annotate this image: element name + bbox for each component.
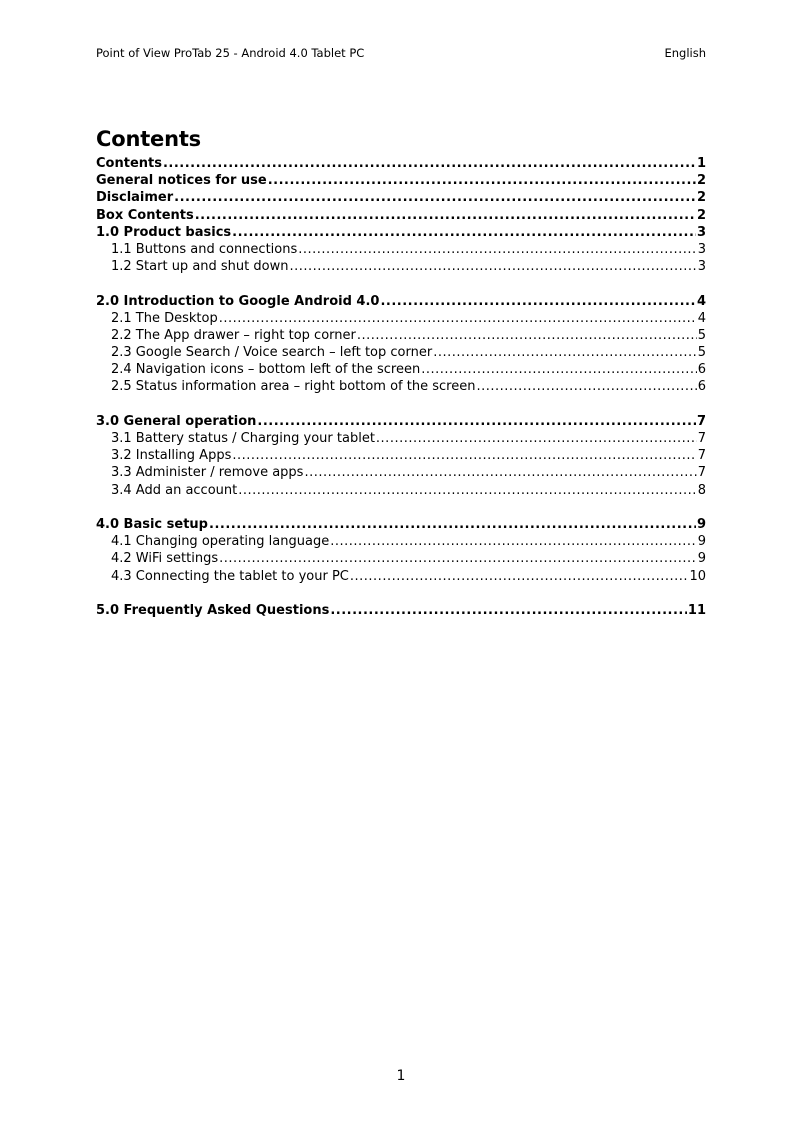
toc-entry-label: 3.0 General operation <box>96 413 257 429</box>
toc-dot-leader <box>268 173 696 188</box>
toc-dot-leader <box>380 294 696 309</box>
toc-dot-leader <box>376 431 697 446</box>
toc-dot-leader <box>232 225 696 240</box>
toc-dot-leader <box>350 569 689 584</box>
toc-entry-label: 3.2 Installing Apps <box>111 448 232 464</box>
toc-spacer <box>96 500 706 517</box>
toc-entry-label: 2.3 Google Search / Voice search – left top corner <box>111 345 433 361</box>
toc-dot-leader <box>357 328 697 343</box>
toc-dot-leader <box>219 311 697 326</box>
toc-entry-section[interactable] <box>96 603 706 620</box>
toc-entry-label: 2.4 Navigation icons – bottom left of the screen <box>111 362 421 378</box>
toc-dot-leader <box>330 603 687 618</box>
toc-entry-page-number: 10 <box>689 568 706 584</box>
header-document-title: Point of View ProTab 25 - Android 4.0 Tablet PC <box>96 46 365 60</box>
toc-entry-subsection[interactable] <box>96 259 706 276</box>
toc-entry-page-number: 3 <box>697 241 706 257</box>
toc-entry-page-number: 2 <box>696 173 706 189</box>
toc-entry-subsection[interactable] <box>96 431 706 448</box>
toc-entry-section[interactable] <box>96 517 706 534</box>
toc-entry-subsection[interactable] <box>96 362 706 379</box>
toc-spacer <box>96 397 706 414</box>
toc-entry-label: 5.0 Frequently Asked Questions <box>96 602 330 618</box>
toc-entry-page-number: 7 <box>697 448 706 464</box>
toc-entry-page-number: 4 <box>696 293 706 309</box>
toc-entry-label: 3.3 Administer / remove apps <box>111 465 304 481</box>
page-number: 1 <box>396 1068 406 1084</box>
toc-dot-leader <box>304 465 696 480</box>
toc-entry-subsection[interactable] <box>96 465 706 482</box>
toc-entry-section[interactable] <box>96 208 706 225</box>
toc-entry-label: Box Contents <box>96 207 194 223</box>
toc-dot-leader <box>433 345 697 360</box>
toc-entry-page-number: 2 <box>696 190 706 206</box>
toc-dot-leader <box>219 551 697 566</box>
table-of-contents <box>96 156 706 620</box>
toc-entry-page-number: 3 <box>696 224 706 240</box>
toc-entry-label: 2.0 Introduction to Google Android 4.0 <box>96 293 380 309</box>
toc-dot-leader <box>163 156 696 171</box>
toc-entry-subsection[interactable] <box>96 534 706 551</box>
toc-entry-page-number: 9 <box>696 516 706 532</box>
toc-dot-leader <box>209 517 696 532</box>
toc-dot-leader <box>257 414 696 429</box>
header-language: English <box>664 46 706 60</box>
toc-entry-page-number: 1 <box>696 156 706 171</box>
toc-entry-section[interactable] <box>96 156 706 173</box>
toc-dot-leader <box>195 208 696 223</box>
toc-entry-label: 4.3 Connecting the tablet to your PC <box>111 568 349 584</box>
toc-dot-leader <box>421 362 696 377</box>
toc-entry-subsection[interactable] <box>96 345 706 362</box>
toc-dot-leader <box>298 242 696 257</box>
toc-entry-section[interactable] <box>96 190 706 207</box>
toc-entry-subsection[interactable] <box>96 551 706 568</box>
toc-entry-subsection[interactable] <box>96 242 706 259</box>
toc-entry-label: 4.0 Basic setup <box>96 516 208 532</box>
toc-entry-page-number: 8 <box>697 482 706 498</box>
toc-entry-page-number: 6 <box>697 379 706 395</box>
toc-dot-leader <box>476 379 696 394</box>
toc-dot-leader <box>289 259 696 274</box>
toc-entry-label: 4.2 WiFi settings <box>111 551 219 567</box>
toc-entry-page-number: 11 <box>687 602 706 618</box>
toc-entry-page-number: 5 <box>697 327 706 343</box>
toc-entry-subsection[interactable] <box>96 569 706 586</box>
toc-entry-label: General notices for use <box>96 173 267 189</box>
toc-entry-subsection[interactable] <box>96 483 706 500</box>
toc-entry-section[interactable] <box>96 225 706 242</box>
toc-entry-page-number: 5 <box>697 345 706 361</box>
toc-entry-label: 1.1 Buttons and connections <box>111 241 298 257</box>
toc-dot-leader <box>238 483 696 498</box>
toc-spacer <box>96 586 706 603</box>
toc-entry-page-number: 6 <box>697 362 706 378</box>
toc-dot-leader <box>174 190 696 205</box>
toc-spacer <box>96 276 706 293</box>
toc-entry-label: 3.4 Add an account <box>111 482 238 498</box>
page-header <box>96 46 706 62</box>
toc-entry-page-number: 7 <box>697 431 706 446</box>
toc-entry-label: 2.5 Status information area – right bottom of the screen <box>111 379 476 395</box>
toc-entry-label: 4.1 Changing operating language <box>111 534 330 550</box>
toc-entry-label: Disclaimer <box>96 190 174 206</box>
toc-entry-page-number: 7 <box>697 465 706 481</box>
toc-entry-label: 1.0 Product basics <box>96 224 232 240</box>
toc-entry-page-number: 7 <box>696 413 706 429</box>
toc-entry-label: Contents <box>96 156 162 171</box>
toc-entry-subsection[interactable] <box>96 328 706 345</box>
toc-entry-subsection[interactable] <box>96 448 706 465</box>
toc-entry-subsection[interactable] <box>96 379 706 396</box>
toc-entry-label: 3.1 Battery status / Charging your tablet <box>111 431 375 446</box>
toc-entry-page-number: 4 <box>697 310 706 326</box>
toc-entry-subsection[interactable] <box>96 311 706 328</box>
toc-entry-page-number: 9 <box>697 534 706 550</box>
toc-entry-page-number: 3 <box>697 259 706 275</box>
toc-entry-section[interactable] <box>96 414 706 431</box>
toc-entry-label: 1.2 Start up and shut down <box>111 259 289 275</box>
toc-entry-page-number: 2 <box>696 207 706 223</box>
toc-entry-section[interactable] <box>96 173 706 190</box>
toc-entry-page-number: 9 <box>697 551 706 567</box>
toc-heading: Contents <box>96 127 201 151</box>
toc-entry-label: 2.2 The App drawer – right top corner <box>111 327 356 343</box>
toc-entry-section[interactable] <box>96 294 706 311</box>
toc-entry-label: 2.1 The Desktop <box>111 310 218 326</box>
toc-dot-leader <box>232 448 696 463</box>
toc-dot-leader <box>330 534 697 549</box>
